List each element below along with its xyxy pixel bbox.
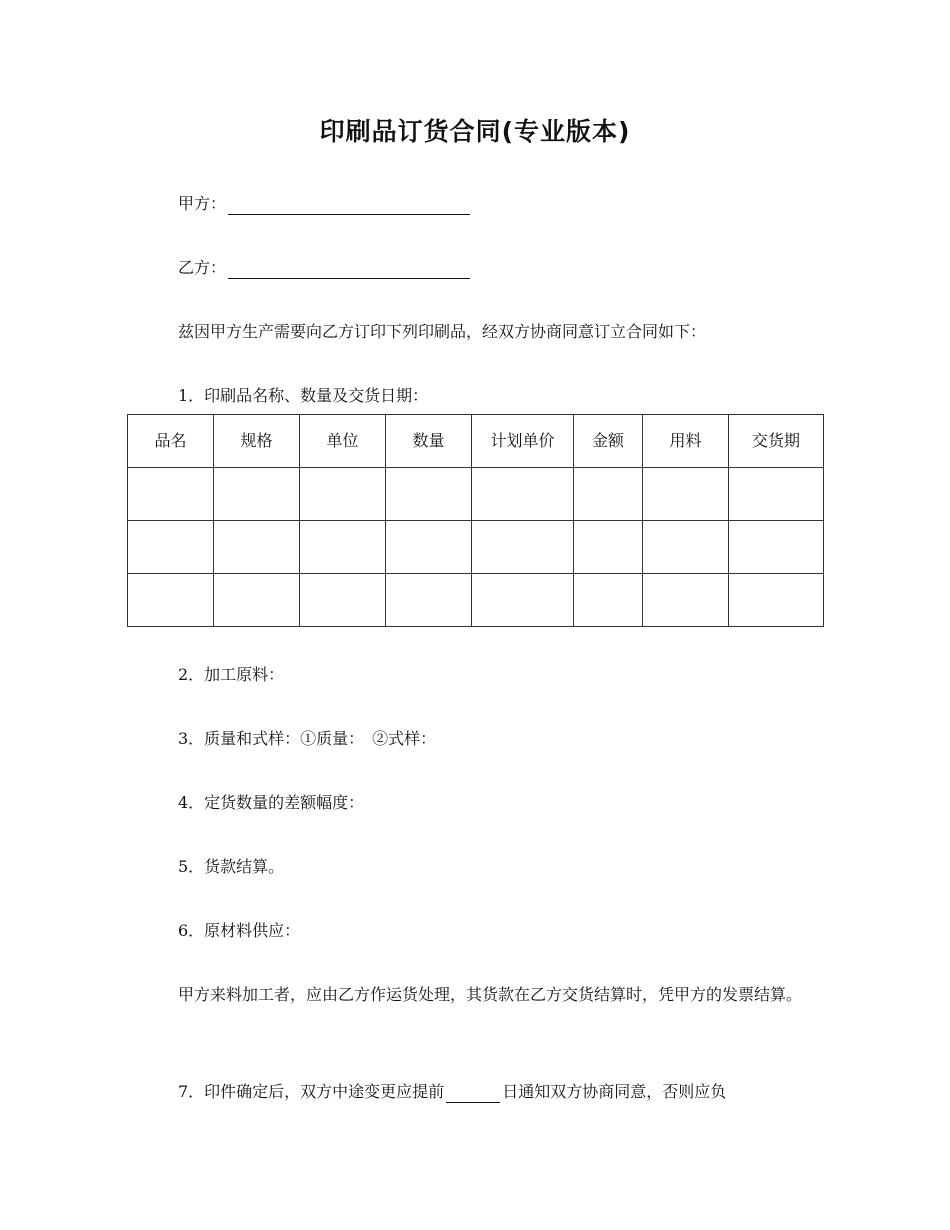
section-3-heading: 3．质量和式样：①质量： ②式样： [178, 729, 437, 748]
table-cell[interactable] [300, 574, 386, 627]
table-row [128, 574, 824, 627]
table-cell[interactable] [128, 574, 214, 627]
party-a-label: 甲方： [178, 194, 227, 213]
party-a-line [178, 193, 470, 215]
section-4-heading: 4．定货数量的差额幅度： [178, 793, 365, 812]
table-cell[interactable] [643, 521, 729, 574]
table-row [128, 521, 824, 574]
section-7-line [178, 1081, 726, 1103]
notice-days-blank[interactable] [446, 1084, 500, 1103]
table-cell[interactable] [729, 468, 824, 521]
section-6-heading: 6．原材料供应： [178, 921, 301, 940]
table-cell[interactable] [386, 468, 472, 521]
table-cell[interactable] [643, 468, 729, 521]
table-cell[interactable] [729, 521, 824, 574]
table-cell[interactable] [643, 574, 729, 627]
table-cell[interactable] [128, 521, 214, 574]
header-quantity: 数量 [386, 415, 472, 468]
table-cell[interactable] [729, 574, 824, 627]
table-cell[interactable] [386, 521, 472, 574]
table-cell[interactable] [472, 574, 574, 627]
table-cell[interactable] [300, 468, 386, 521]
party-a-blank[interactable] [228, 196, 470, 215]
party-b-blank[interactable] [228, 260, 470, 279]
table-cell[interactable] [386, 574, 472, 627]
page-title: 印刷品订货合同(专业版本) [319, 117, 631, 146]
table-cell[interactable] [214, 521, 300, 574]
table-cell[interactable] [574, 521, 643, 574]
header-planned-unit-price: 计划单价 [472, 415, 574, 468]
table-cell[interactable] [574, 574, 643, 627]
table-row [128, 468, 824, 521]
intro-text: 兹因甲方生产需要向乙方订印下列印刷品，经双方协商同意订立合同如下： [178, 322, 707, 341]
section-5-heading: 5．货款结算。 [178, 857, 285, 876]
table-cell[interactable] [300, 521, 386, 574]
table-cell[interactable] [128, 468, 214, 521]
table-cell[interactable] [214, 468, 300, 521]
table-cell[interactable] [214, 574, 300, 627]
table-cell[interactable] [574, 468, 643, 521]
materials-paragraph: 甲方来料加工者，应由乙方作运货处理，其货款在乙方交货结算时，凭甲方的发票结算。 [178, 985, 803, 1004]
party-b-label: 乙方： [178, 258, 227, 277]
header-specification: 规格 [214, 415, 300, 468]
header-materials: 用料 [643, 415, 729, 468]
header-amount: 金额 [574, 415, 643, 468]
section-2-heading: 2．加工原料： [178, 665, 285, 684]
section-1-heading: 1．印刷品名称、数量及交货日期： [178, 386, 429, 405]
order-table [127, 414, 824, 627]
party-b-line [178, 257, 470, 279]
table-cell[interactable] [472, 468, 574, 521]
header-delivery-date: 交货期 [729, 415, 824, 468]
section-7-text-after: 日通知双方协商同意，否则应负 [502, 1082, 727, 1101]
table-cell[interactable] [472, 521, 574, 574]
header-product-name: 品名 [128, 415, 214, 468]
header-unit: 单位 [300, 415, 386, 468]
table-header-row [128, 415, 824, 468]
section-7-text-before: 7．印件确定后，双方中途变更应提前 [178, 1082, 445, 1101]
